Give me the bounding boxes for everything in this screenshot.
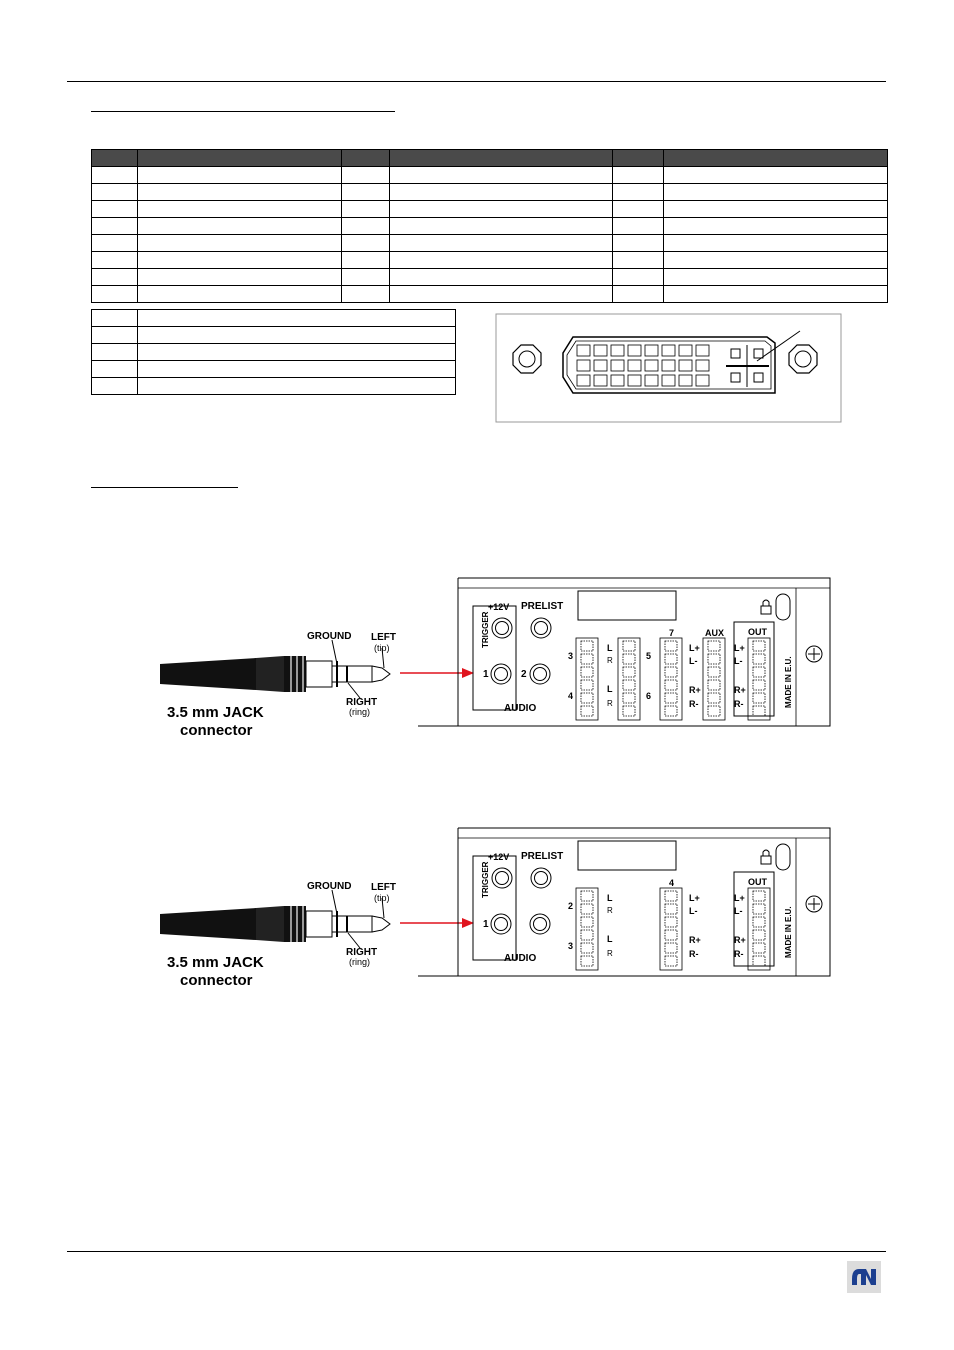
- right-label: RIGHT: [346, 697, 378, 708]
- group-2-label: 2: [568, 901, 574, 911]
- jack-connector-diagram-1: [160, 628, 450, 740]
- out-rminus-label: R-: [734, 699, 744, 709]
- table-row: [92, 327, 456, 344]
- terminal-slot-icon: [623, 693, 635, 703]
- left-label: LEFT: [371, 632, 396, 643]
- connector-title-line1: 3.5 mm JACK: [167, 704, 264, 721]
- terminal-slot-icon: [581, 641, 593, 651]
- table-row: [92, 361, 456, 378]
- terminal-rplus-label: R+: [689, 935, 701, 945]
- terminal-slot-icon: [581, 930, 593, 940]
- jack-connector-diagram-2: [160, 878, 450, 990]
- made-in-label: MADE IN E.U.: [784, 656, 793, 708]
- label-window: [578, 591, 676, 620]
- terminal-slot-icon: [623, 706, 635, 716]
- terminal-slot-icon: [665, 904, 677, 914]
- table-row: [92, 269, 888, 286]
- terminal-slot-icon: [665, 917, 677, 927]
- table-row: [92, 218, 888, 235]
- out-lplus-label: L+: [734, 893, 745, 903]
- terminal-r-label: R: [607, 906, 613, 915]
- terminal-slot-icon: [665, 693, 677, 703]
- terminal-slot-icon: [753, 680, 765, 690]
- audio-jack-2-icon: [530, 914, 550, 934]
- group-7-label: 7: [669, 628, 675, 638]
- terminal-block-icon: [576, 888, 598, 970]
- panel-screw-icon: [806, 896, 822, 912]
- table-row: [92, 310, 456, 327]
- terminal-slot-icon: [581, 956, 593, 966]
- terminal-slot-icon: [623, 641, 635, 651]
- ground-label: GROUND: [307, 881, 352, 892]
- terminal-slot-icon: [753, 641, 765, 651]
- audio-jack-2-icon: [530, 664, 550, 684]
- terminal-slot-icon: [665, 641, 677, 651]
- table-row: [92, 235, 888, 252]
- v12-label: +12V: [488, 852, 510, 862]
- ring-label: (ring): [349, 707, 371, 717]
- group-6-label: 6: [646, 691, 652, 701]
- ground-label: GROUND: [307, 631, 352, 642]
- terminal-lplus-label: L+: [689, 893, 700, 903]
- header-rule: [67, 81, 886, 82]
- trigger-label: TRIGGER: [481, 861, 490, 898]
- terminal-slot-icon: [581, 680, 593, 690]
- tip-label: (tip): [374, 643, 390, 653]
- group-4-label: 4: [669, 878, 675, 888]
- jack-2-label: 2: [521, 669, 527, 680]
- group-3-label: 3: [568, 941, 574, 951]
- terminal-slot-icon: [581, 917, 593, 927]
- terminal-l-label: L: [607, 643, 613, 653]
- terminal-block-icon: [703, 638, 725, 720]
- group-4-label: 4: [568, 691, 574, 701]
- terminal-slot-icon: [581, 904, 593, 914]
- dvi-analog-pin-table: [91, 309, 456, 395]
- out-rplus-label: R+: [734, 685, 746, 695]
- terminal-slot-icon: [581, 667, 593, 677]
- terminal-slot-icon: [708, 693, 720, 703]
- connector-title-line2: connector: [180, 972, 253, 989]
- analog-way-logo-icon: [847, 1261, 881, 1293]
- terminal-slot-icon: [665, 654, 677, 664]
- terminal-slot-icon: [623, 680, 635, 690]
- terminal-slot-icon: [665, 891, 677, 901]
- terminal-lplus-label: L+: [689, 643, 700, 653]
- left-screw-icon: [513, 345, 541, 373]
- trigger-jack-icon: [492, 868, 512, 888]
- table-row: [92, 344, 456, 361]
- terminal-block-icon: [660, 638, 682, 720]
- terminal-r-label: R: [607, 949, 613, 958]
- audio-jack-1-icon: [491, 914, 511, 934]
- jack-1-label: 1: [483, 669, 489, 680]
- label-window: [578, 841, 676, 870]
- aux-label: AUX: [705, 628, 725, 638]
- terminal-slot-icon: [753, 956, 765, 966]
- terminal-slot-icon: [753, 654, 765, 664]
- out-lminus-label: L-: [734, 906, 743, 916]
- table-row: [92, 286, 888, 303]
- prelist-jack-icon: [531, 868, 551, 888]
- right-label: RIGHT: [346, 947, 378, 958]
- terminal-slot-icon: [665, 930, 677, 940]
- terminal-slot-icon: [581, 943, 593, 953]
- terminal-slot-icon: [708, 667, 720, 677]
- out-lplus-label: L+: [734, 643, 745, 653]
- tip-label: (tip): [374, 893, 390, 903]
- audio-jack-1-icon: [491, 664, 511, 684]
- terminal-r-label: R: [607, 656, 613, 665]
- prelist-label: PRELIST: [521, 601, 564, 612]
- out-rminus-label: R-: [734, 949, 744, 959]
- rear-panel-2: [418, 826, 834, 978]
- group-3-label: 3: [568, 651, 574, 661]
- left-label: LEFT: [371, 882, 396, 893]
- kensington-lock-icon: [761, 844, 790, 870]
- trigger-jack-icon: [492, 618, 512, 638]
- terminal-slot-icon: [708, 680, 720, 690]
- out-label: OUT: [748, 627, 767, 637]
- table-row: [92, 378, 456, 395]
- terminal-l-label: L: [607, 684, 613, 694]
- terminal-block-icon: [660, 888, 682, 970]
- terminal-slot-icon: [581, 654, 593, 664]
- made-in-label: MADE IN E.U.: [784, 906, 793, 958]
- terminal-slot-icon: [708, 641, 720, 651]
- prelist-jack-icon: [531, 618, 551, 638]
- dvi-connector-drawing: [495, 313, 843, 424]
- terminal-block-icon: [748, 888, 770, 970]
- terminal-block-icon: [576, 638, 598, 720]
- terminal-slot-icon: [665, 943, 677, 953]
- terminal-slot-icon: [623, 654, 635, 664]
- terminal-block-icon: [618, 638, 640, 720]
- footer-rule: [67, 1251, 886, 1252]
- terminal-rplus-label: R+: [689, 685, 701, 695]
- terminal-slot-icon: [753, 693, 765, 703]
- terminal-slot-icon: [708, 654, 720, 664]
- terminal-slot-icon: [753, 904, 765, 914]
- terminal-slot-icon: [581, 693, 593, 703]
- panel-screw-icon: [806, 646, 822, 662]
- terminal-rminus-label: R-: [689, 949, 699, 959]
- trigger-label: TRIGGER: [481, 611, 490, 648]
- terminal-slot-icon: [753, 706, 765, 716]
- rear-panel-1: [418, 576, 834, 728]
- terminal-slot-icon: [753, 930, 765, 940]
- out-lminus-label: L-: [734, 656, 743, 666]
- table-header-row: [92, 150, 888, 167]
- ring-label: (ring): [349, 957, 371, 967]
- table-row: [92, 167, 888, 184]
- v12-label: +12V: [488, 602, 510, 612]
- table-row: [92, 184, 888, 201]
- terminal-l-label: L: [607, 934, 613, 944]
- terminal-rminus-label: R-: [689, 699, 699, 709]
- terminal-slot-icon: [665, 680, 677, 690]
- terminal-slot-icon: [708, 706, 720, 716]
- terminal-slot-icon: [581, 891, 593, 901]
- jack-1-label: 1: [483, 919, 489, 930]
- terminal-r-label: R: [607, 699, 613, 708]
- terminal-slot-icon: [581, 706, 593, 716]
- terminal-l-label: L: [607, 893, 613, 903]
- section-heading-underline: [91, 111, 395, 112]
- terminal-slot-icon: [753, 917, 765, 927]
- terminal-slot-icon: [623, 667, 635, 677]
- out-rplus-label: R+: [734, 935, 746, 945]
- right-screw-icon: [789, 345, 817, 373]
- terminal-lminus-label: L-: [689, 656, 698, 666]
- audio-label: AUDIO: [504, 703, 537, 714]
- prelist-label: PRELIST: [521, 851, 564, 862]
- terminal-slot-icon: [665, 706, 677, 716]
- audio-label: AUDIO: [504, 953, 537, 964]
- terminal-slot-icon: [753, 943, 765, 953]
- audio-section-heading-underline: [91, 487, 238, 488]
- terminal-lminus-label: L-: [689, 906, 698, 916]
- terminal-slot-icon: [753, 891, 765, 901]
- terminal-slot-icon: [665, 956, 677, 966]
- dvi-pinout-table: [91, 149, 888, 303]
- group-5-label: 5: [646, 651, 652, 661]
- connector-title-line1: 3.5 mm JACK: [167, 954, 264, 971]
- table-row: [92, 252, 888, 269]
- out-label: OUT: [748, 877, 767, 887]
- terminal-slot-icon: [753, 667, 765, 677]
- terminal-block-icon: [748, 638, 770, 720]
- terminal-slot-icon: [665, 667, 677, 677]
- kensington-lock-icon: [761, 594, 790, 620]
- table-row: [92, 201, 888, 218]
- connector-title-line2: connector: [180, 722, 253, 739]
